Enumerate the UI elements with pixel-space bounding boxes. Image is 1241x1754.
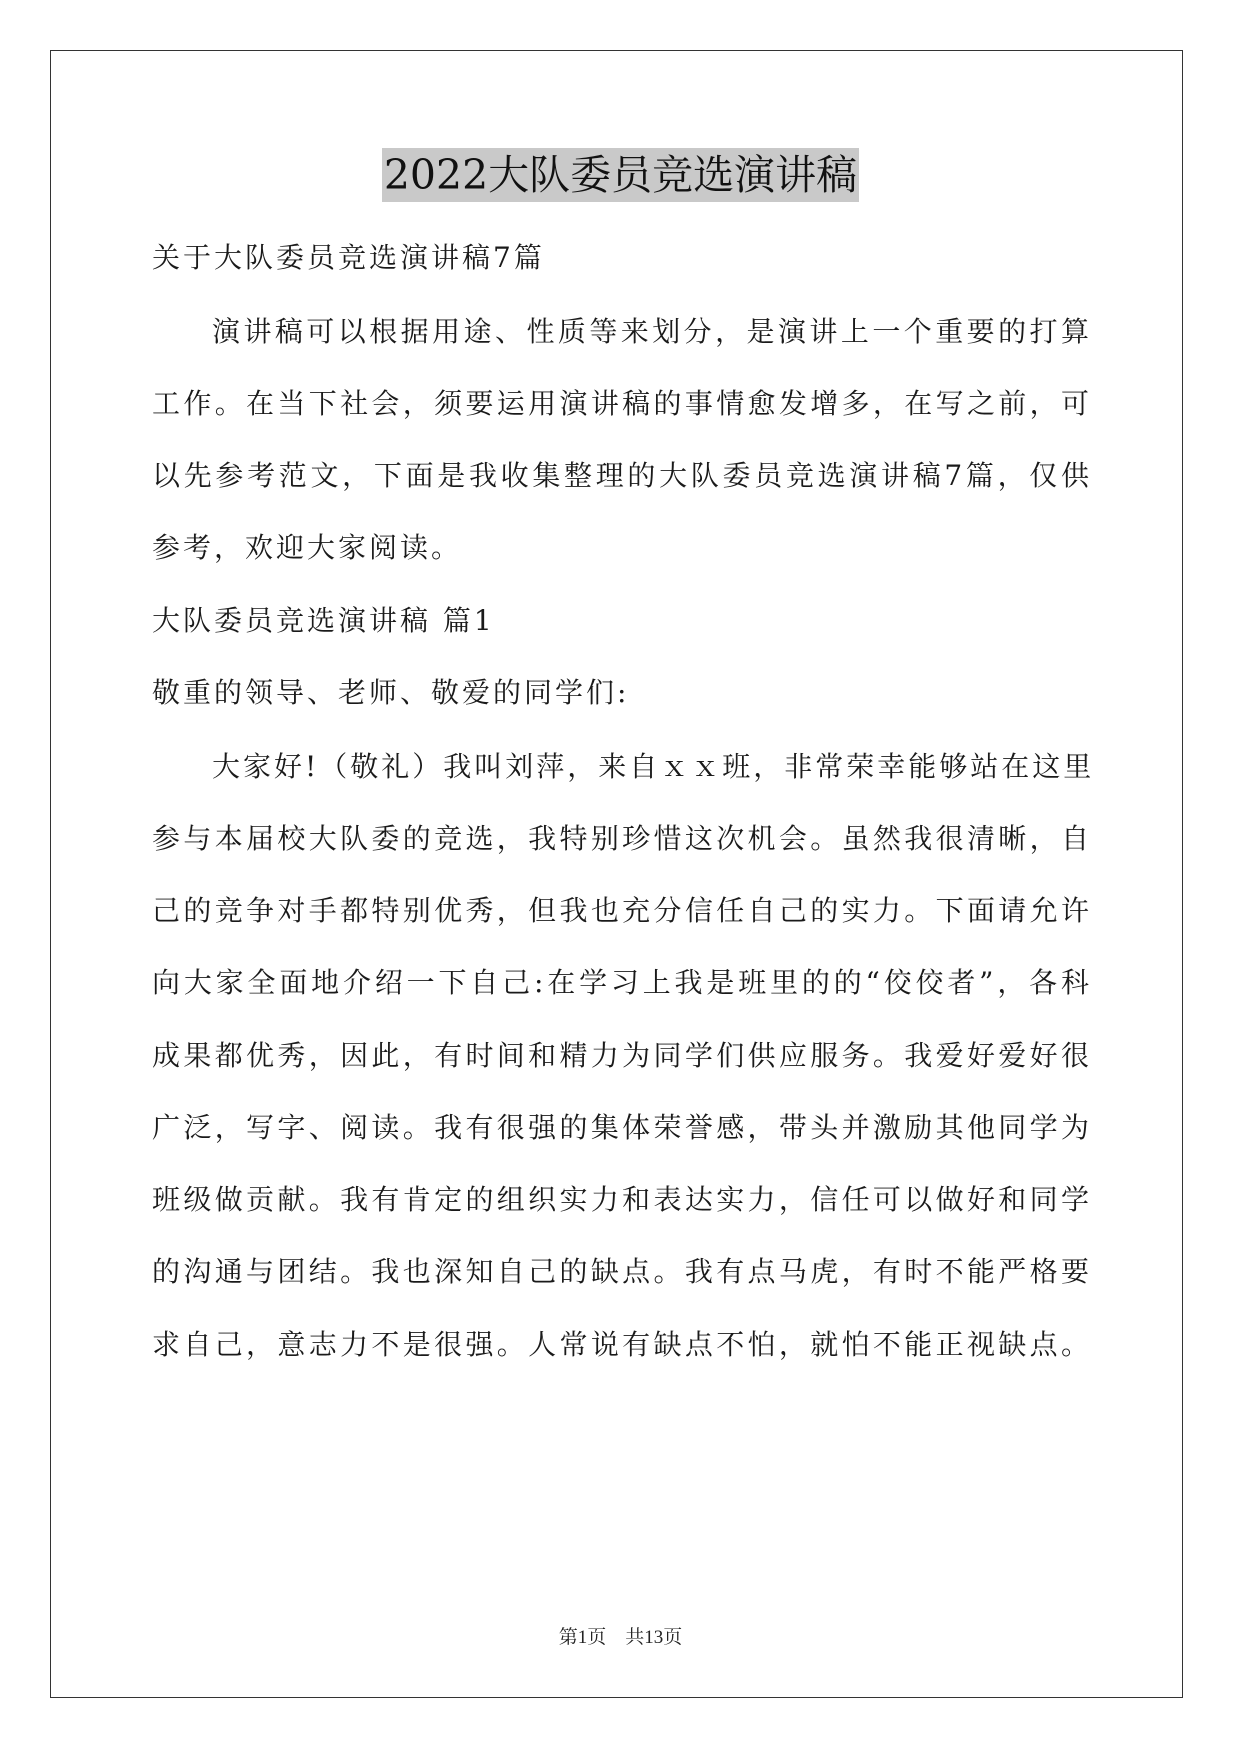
speech-line-9: 求自己，意志力不是很强。人常说有缺点不怕，就怕不能正视缺点。 [152,1328,1092,1361]
intro-line-2: 工作。在当下社会，须要运用演讲稿的事情愈发增多，在写之前，可 [152,387,1092,420]
subtitle-line: 关于大队委员竞选演讲稿7篇 [152,241,545,274]
speech-line-2: 参与本届校大队委的竞选，我特别珍惜这次机会。虽然我很清晰，自 [152,822,1092,855]
speech-line-7: 班级做贡献。我有肯定的组织实力和表达实力，信任可以做好和同学 [152,1183,1092,1216]
speech-line-4: 向大家全面地介绍一下自己:在学习上我是班里的的“佼佼者”，各科 [152,966,1092,999]
intro-line-1: 演讲稿可以根据用途、性质等来划分，是演讲上一个重要的打算 [212,315,1092,348]
section-heading: 大队委员竞选演讲稿 篇1 [152,604,495,637]
salutation-line: 敬重的领导、老师、敬爱的同学们: [152,676,630,709]
intro-line-4: 参考，欢迎大家阅读。 [152,531,463,564]
document-title: 2022大队委员竞选演讲稿 [382,148,859,202]
intro-line-3: 以先参考范文，下面是我收集整理的大队委员竞选演讲稿7篇，仅供 [152,459,1092,492]
page-number-footer: 第1页 共13页 [558,1627,683,1648]
speech-line-3: 己的竞争对手都特别优秀，但我也充分信任自己的实力。下面请允许 [152,894,1092,927]
title-container [0,148,1241,202]
speech-line-8: 的沟通与团结。我也深知自己的缺点。我有点马虎，有时不能严格要 [152,1255,1092,1288]
speech-line-5: 成果都优秀，因此，有时间和精力为同学们供应服务。我爱好爱好很 [152,1039,1092,1072]
page-border [50,50,1183,1698]
speech-line-6: 广泛，写字、阅读。我有很强的集体荣誉感，带头并激励其他同学为 [152,1111,1092,1144]
speech-line-1: 大家好!（敬礼）我叫刘萍，来自ｘｘ班，非常荣幸能够站在这里 [212,750,1095,783]
